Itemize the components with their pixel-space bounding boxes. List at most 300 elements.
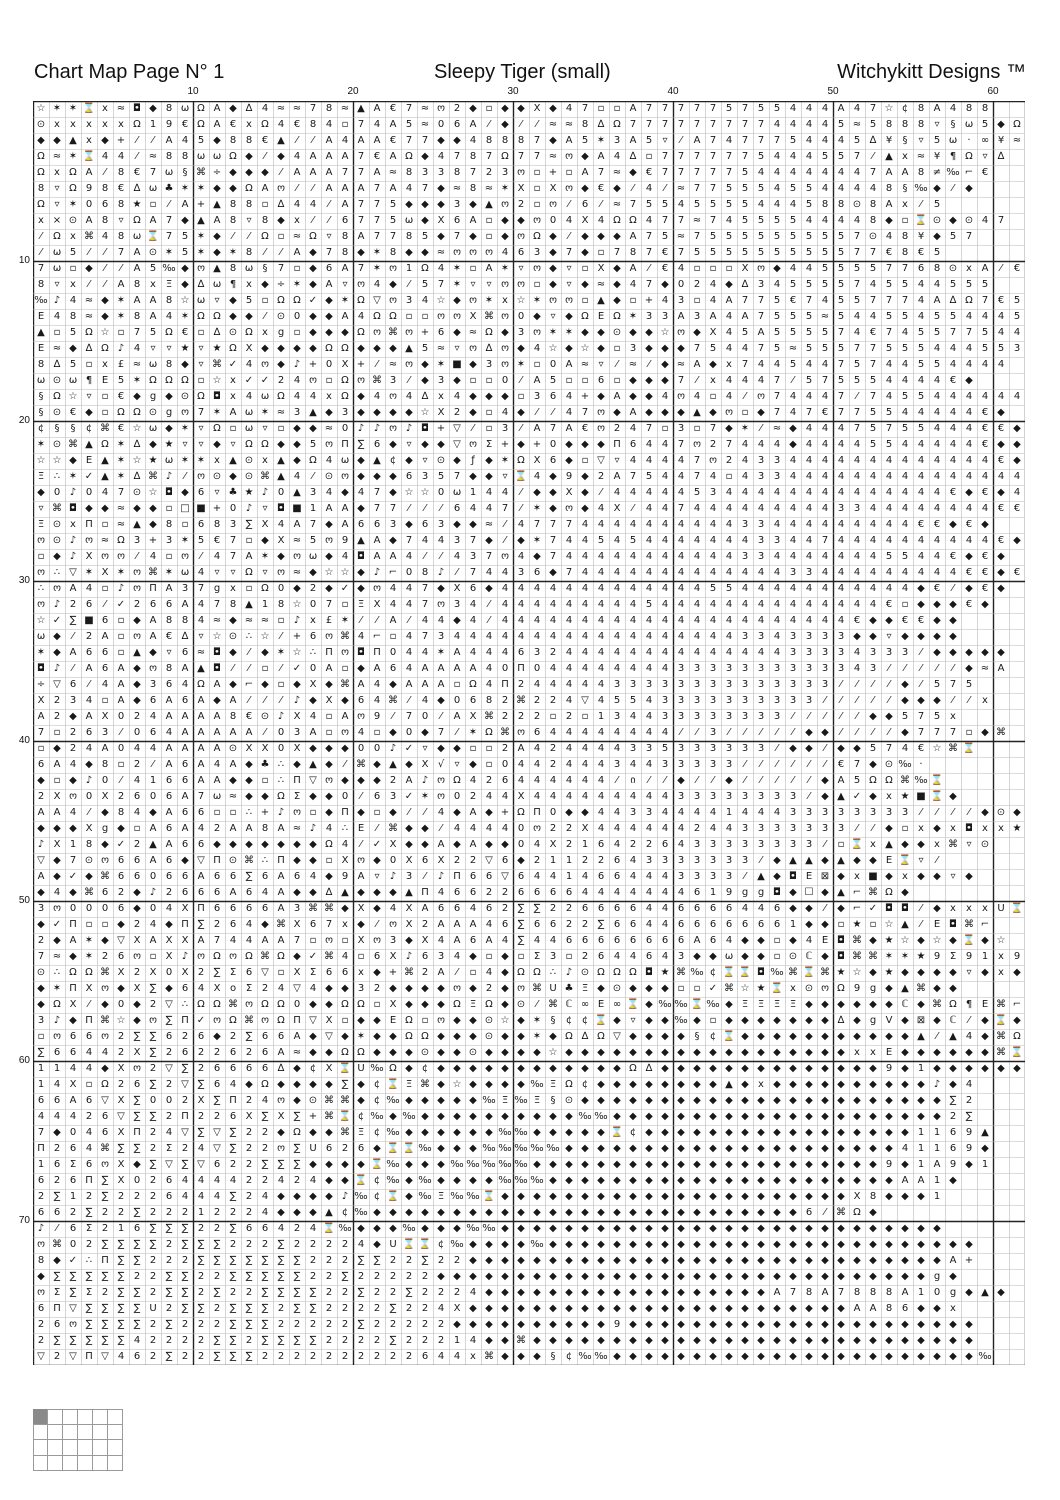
chart-symbol: 7 (689, 117, 705, 133)
chart-symbol: ▲ (193, 213, 209, 229)
chart-symbol: 2 (593, 469, 609, 485)
chart-symbol: ‰ (417, 1173, 433, 1189)
chart-symbol: 2 (225, 1157, 241, 1173)
chart-symbol: ✶ (113, 469, 129, 485)
chart-symbol: ◆ (625, 1333, 641, 1349)
chart-symbol: 5 (945, 229, 961, 245)
chart-symbol: 5 (689, 197, 705, 213)
chart-symbol: 4 (529, 341, 545, 357)
chart-symbol: A (449, 933, 465, 949)
chart-symbol: ▫ (369, 725, 385, 741)
chart-symbol: A (353, 181, 369, 197)
chart-symbol: ⌛ (1009, 1045, 1025, 1061)
chart-symbol: ▿ (257, 501, 273, 517)
chart-symbol: X (193, 1093, 209, 1109)
chart-symbol: € (817, 405, 833, 421)
chart-symbol: ⁄ (529, 117, 545, 133)
chart-symbol: ⊙ (257, 709, 273, 725)
chart-symbol: ◆ (1009, 965, 1025, 981)
chart-symbol: ◆ (353, 1013, 369, 1029)
chart-symbol: 4 (305, 981, 321, 997)
chart-symbol: 4 (529, 869, 545, 885)
chart-symbol: ◆ (209, 133, 225, 149)
chart-symbol: ◆ (577, 325, 593, 341)
chart-symbol: 9 (609, 1317, 625, 1333)
chart-symbol: 1 (913, 1061, 929, 1077)
chart-symbol: 3 (465, 549, 481, 565)
chart-symbol: 8 (241, 197, 257, 213)
chart-symbol: 7 (753, 309, 769, 325)
chart-symbol: ▿ (561, 277, 577, 293)
chart-symbol: ‰ (593, 1109, 609, 1125)
chart-symbol: 4 (257, 1093, 273, 1109)
chart-symbol: ⁄ (913, 197, 929, 213)
chart-symbol: ◆ (897, 1237, 913, 1253)
chart-symbol: ∆ (993, 149, 1009, 165)
chart-symbol: ◆ (401, 837, 417, 853)
chart-symbol: ∑ (193, 1125, 209, 1141)
chart-symbol: ◆ (81, 261, 97, 277)
chart-symbol: ▿ (929, 117, 945, 133)
chart-symbol: 2 (545, 901, 561, 917)
chart-symbol: Ⅴ (881, 1013, 897, 1029)
chart-symbol: 2 (545, 693, 561, 709)
chart-symbol: ◆ (225, 101, 241, 117)
chart-symbol: ‰ (465, 1157, 481, 1173)
chart-symbol: 0 (417, 709, 433, 725)
chart-symbol: ◆ (897, 965, 913, 981)
chart-symbol: ⊙ (785, 949, 801, 965)
chart-symbol: ■ (913, 789, 929, 805)
chart-symbol: ◆ (817, 725, 833, 741)
chart-symbol: ‰ (353, 1205, 369, 1221)
chart-symbol: ◆ (865, 1093, 881, 1109)
chart-symbol: 2 (337, 1285, 353, 1301)
chart-symbol: 5 (961, 677, 977, 693)
chart-symbol: ▿ (257, 421, 273, 437)
chart-symbol: x (353, 965, 369, 981)
chart-symbol: 7 (865, 165, 881, 181)
chart-symbol: 2 (161, 1237, 177, 1253)
chart-symbol: ▲ (145, 837, 161, 853)
chart-symbol: ◆ (449, 837, 465, 853)
chart-symbol: ⁄ (241, 229, 257, 245)
chart-symbol: ◆ (513, 1221, 529, 1237)
chart-symbol: ▫ (97, 581, 113, 597)
chart-symbol: 3 (145, 677, 161, 693)
chart-symbol: ⊙ (273, 309, 289, 325)
chart-symbol: ◆ (433, 133, 449, 149)
row-number: 60 (12, 1056, 30, 1066)
chart-symbol: ☆ (881, 917, 897, 933)
chart-symbol: 5 (833, 117, 849, 133)
chart-symbol: ∑ (273, 1333, 289, 1349)
chart-symbol: 4 (705, 469, 721, 485)
chart-symbol: 7 (161, 213, 177, 229)
chart-symbol: A (449, 917, 465, 933)
chart-symbol: ♪ (385, 741, 401, 757)
chart-symbol: ▫ (529, 197, 545, 213)
chart-symbol: 2 (129, 757, 145, 773)
chart-symbol: 4 (641, 645, 657, 661)
chart-symbol: ◆ (913, 997, 929, 1013)
chart-symbol: 4 (193, 981, 209, 997)
chart-symbol: 3 (673, 661, 689, 677)
chart-symbol: Ε (929, 917, 945, 933)
chart-symbol: ▫ (97, 389, 113, 405)
chart-symbol: ⌛ (721, 1029, 737, 1045)
chart-symbol: 2 (129, 709, 145, 725)
chart-symbol: 4 (785, 517, 801, 533)
chart-symbol: 4 (1009, 325, 1025, 341)
chart-symbol: 4 (833, 165, 849, 181)
chart-symbol: ☆ (497, 1013, 513, 1029)
chart-symbol: ⌘ (321, 1109, 337, 1125)
chart-symbol: ⊙ (881, 757, 897, 773)
chart-symbol: ⊙ (305, 1093, 321, 1109)
chart-symbol: 5 (913, 325, 929, 341)
chart-symbol: X (321, 1061, 337, 1077)
chart-symbol: ◆ (481, 1333, 497, 1349)
chart-symbol: 5 (977, 325, 993, 341)
chart-symbol: 7 (865, 341, 881, 357)
chart-symbol: ◆ (897, 1013, 913, 1029)
chart-symbol: 6 (129, 1349, 145, 1365)
chart-symbol: ▽ (305, 1013, 321, 1029)
chart-symbol: ◆ (817, 1301, 833, 1317)
chart-symbol: 7 (481, 149, 497, 165)
chart-symbol: 5 (113, 373, 129, 389)
chart-symbol: 6 (225, 1061, 241, 1077)
chart-symbol: Ξ (353, 1125, 369, 1141)
chart-symbol: ◆ (881, 1029, 897, 1045)
chart-symbol: x (929, 837, 945, 853)
chart-symbol: ◆ (849, 853, 865, 869)
chart-symbol: ▫ (145, 949, 161, 965)
chart-symbol: ◆ (737, 1237, 753, 1253)
chart-symbol: ⌘ (209, 357, 225, 373)
chart-symbol: ◆ (449, 293, 465, 309)
chart-symbol: ✶ (225, 245, 241, 261)
chart-symbol: ო (49, 1029, 65, 1045)
chart-symbol: ∑ (177, 1061, 193, 1077)
chart-symbol: ◆ (769, 1205, 785, 1221)
chart-symbol: ◆ (449, 1205, 465, 1221)
chart-symbol: ◆ (545, 469, 561, 485)
chart-symbol: ◆ (641, 389, 657, 405)
chart-symbol: x (497, 293, 513, 309)
chart-symbol: ⁄ (689, 773, 705, 789)
chart-symbol: ▫ (273, 965, 289, 981)
chart-symbol: 6 (673, 901, 689, 917)
chart-symbol: U (353, 1061, 369, 1077)
chart-symbol: 7 (417, 597, 433, 613)
chart-symbol: ⁄ (97, 165, 113, 181)
chart-symbol: 4 (657, 901, 673, 917)
chart-symbol: ◆ (849, 1109, 865, 1125)
chart-symbol: ◆ (353, 661, 369, 677)
chart-symbol: ◆ (785, 1157, 801, 1173)
chart-symbol: ო (529, 213, 545, 229)
chart-symbol: x (753, 1077, 769, 1093)
chart-symbol: ⁄ (561, 197, 577, 213)
chart-symbol: ◆ (577, 1333, 593, 1349)
chart-symbol: ◆ (385, 341, 401, 357)
chart-symbol: 7 (769, 405, 785, 421)
chart-symbol: 7 (465, 533, 481, 549)
chart-symbol: 4 (657, 581, 673, 597)
chart-symbol: ▽ (113, 1109, 129, 1125)
chart-symbol: 7 (721, 165, 737, 181)
chart-symbol: 2 (337, 1317, 353, 1333)
chart-symbol: 3 (817, 805, 833, 821)
chart-symbol: 7 (561, 565, 577, 581)
chart-symbol: ◆ (897, 693, 913, 709)
chart-symbol: 3 (737, 741, 753, 757)
chart-symbol: ✓ (289, 661, 305, 677)
chart-symbol: ∆ (625, 149, 641, 165)
chart-symbol: 4 (833, 437, 849, 453)
chart-symbol: 4 (673, 261, 689, 277)
chart-symbol: ‰ (497, 1125, 513, 1141)
chart-symbol: 4 (849, 101, 865, 117)
chart-symbol: 6 (49, 1317, 65, 1333)
chart-symbol: ⌐ (849, 885, 865, 901)
chart-symbol: A (209, 101, 225, 117)
chart-symbol: 6 (193, 485, 209, 501)
chart-symbol: A (193, 933, 209, 949)
chart-symbol: 8 (161, 517, 177, 533)
chart-symbol: 2 (225, 1237, 241, 1253)
chart-symbol: ◆ (97, 837, 113, 853)
chart-symbol: ◆ (865, 1173, 881, 1189)
chart-symbol: ⁄ (369, 613, 385, 629)
chart-symbol: ■ (81, 613, 97, 629)
chart-symbol: ◆ (465, 1125, 481, 1141)
chart-symbol: ∑ (241, 1269, 257, 1285)
chart-symbol: ≈ (113, 501, 129, 517)
chart-symbol: ◆ (81, 405, 97, 421)
chart-symbol: 4 (769, 117, 785, 133)
chart-symbol: ⌐ (385, 565, 401, 581)
chart-symbol: 4 (849, 485, 865, 501)
chart-symbol: 2 (385, 1269, 401, 1285)
chart-symbol: ◆ (801, 1237, 817, 1253)
chart-symbol: 6 (401, 469, 417, 485)
chart-symbol: 3 (545, 949, 561, 965)
chart-symbol: 5 (833, 245, 849, 261)
chart-symbol: 5 (929, 197, 945, 213)
chart-symbol: ◆ (721, 1141, 737, 1157)
chart-symbol: 6 (449, 885, 465, 901)
chart-symbol: A (289, 517, 305, 533)
chart-symbol: ◆ (465, 1141, 481, 1157)
chart-symbol: 6 (193, 837, 209, 853)
chart-symbol: ◆ (625, 1221, 641, 1237)
chart-symbol: ⊙ (33, 117, 49, 133)
chart-symbol: 4 (913, 277, 929, 293)
chart-symbol: ◆ (321, 869, 337, 885)
chart-symbol: 7 (561, 245, 577, 261)
chart-symbol: 3 (609, 709, 625, 725)
chart-symbol: 4 (513, 517, 529, 533)
chart-symbol: 5 (417, 229, 433, 245)
chart-symbol: x (225, 373, 241, 389)
chart-symbol: ⌛ (513, 469, 529, 485)
chart-symbol: ◆ (593, 1317, 609, 1333)
chart-symbol: 2 (481, 773, 497, 789)
chart-symbol: Ξ (33, 469, 49, 485)
chart-symbol: Ω (609, 213, 625, 229)
chart-symbol: ▽ (321, 1029, 337, 1045)
chart-symbol: ∑ (353, 437, 369, 453)
chart-symbol: 2 (113, 1077, 129, 1093)
chart-symbol: 5 (849, 293, 865, 309)
chart-symbol: ♪ (561, 965, 577, 981)
column-number: 50 (827, 87, 838, 97)
chart-symbol: ◆ (177, 213, 193, 229)
chart-symbol: ◆ (705, 1173, 721, 1189)
chart-symbol: ▽ (193, 1157, 209, 1173)
chart-symbol: 3 (801, 693, 817, 709)
chart-symbol: ◆ (737, 1253, 753, 1269)
chart-symbol: x (945, 709, 961, 725)
chart-symbol: 4 (529, 469, 545, 485)
chart-symbol: 4 (737, 645, 753, 661)
chart-symbol: ◆ (449, 1109, 465, 1125)
chart-symbol: ⌛ (737, 965, 753, 981)
chart-symbol: 0 (81, 901, 97, 917)
chart-symbol: ◆ (369, 853, 385, 869)
chart-symbol: ◆ (369, 773, 385, 789)
chart-symbol: A (673, 309, 689, 325)
chart-symbol: ◆ (289, 437, 305, 453)
chart-symbol: 8 (113, 229, 129, 245)
chart-symbol: ◆ (929, 901, 945, 917)
chart-symbol: 6 (609, 869, 625, 885)
chart-symbol: 4 (849, 309, 865, 325)
chart-symbol: ▫ (257, 661, 273, 677)
chart-symbol: ⊙ (225, 853, 241, 869)
chart-symbol: Ω (129, 405, 145, 421)
chart-symbol: 8 (129, 309, 145, 325)
chart-symbol: ⌛ (801, 965, 817, 981)
chart-symbol: 1 (913, 1141, 929, 1157)
chart-symbol: ▫ (49, 725, 65, 741)
chart-symbol: ∑ (193, 917, 209, 933)
chart-symbol: ≈ (145, 149, 161, 165)
chart-symbol: 4 (945, 501, 961, 517)
chart-symbol: ≈ (289, 821, 305, 837)
chart-symbol: 3 (753, 517, 769, 533)
chart-symbol: ¢ (369, 1077, 385, 1093)
chart-symbol: 4 (481, 821, 497, 837)
chart-symbol: A (817, 1285, 833, 1301)
chart-symbol: 4 (977, 501, 993, 517)
chart-symbol: ✶ (161, 565, 177, 581)
chart-symbol: X (113, 1125, 129, 1141)
chart-symbol: 2 (465, 853, 481, 869)
chart-symbol: ▫ (113, 613, 129, 629)
chart-symbol: € (113, 421, 129, 437)
chart-symbol: ⌘ (81, 229, 97, 245)
chart-symbol: 4 (625, 645, 641, 661)
row-number: 30 (12, 576, 30, 586)
chart-symbol: 6 (257, 1029, 273, 1045)
chart-symbol: 4 (753, 565, 769, 581)
chart-symbol: ∞ (977, 133, 993, 149)
chart-symbol: 6 (209, 1061, 225, 1077)
chart-symbol: A (369, 533, 385, 549)
chart-symbol: Ω (241, 325, 257, 341)
chart-symbol: ◆ (593, 1173, 609, 1189)
chart-symbol: 2 (321, 1237, 337, 1253)
chart-symbol: 4 (721, 549, 737, 565)
chart-symbol: 4 (817, 357, 833, 373)
chart-symbol: ∆ (273, 197, 289, 213)
chart-symbol: ⌛ (593, 1013, 609, 1029)
chart-symbol: ▫ (33, 1029, 49, 1045)
chart-symbol: 0 (321, 357, 337, 373)
chart-symbol: 3 (817, 821, 833, 837)
chart-symbol: ⊙ (177, 389, 193, 405)
chart-symbol: ⁄ (273, 629, 289, 645)
chart-symbol: 4 (129, 341, 145, 357)
chart-symbol: ▫ (321, 853, 337, 869)
chart-symbol: ◆ (609, 1205, 625, 1221)
chart-symbol: 5 (65, 357, 81, 373)
chart-symbol: ◆ (961, 661, 977, 677)
chart-symbol: ◆ (465, 1205, 481, 1221)
chart-symbol: ◆ (449, 613, 465, 629)
chart-symbol: 6 (433, 325, 449, 341)
chart-symbol: A (273, 821, 289, 837)
chart-symbol: 4 (817, 293, 833, 309)
chart-symbol: ⌘ (481, 709, 497, 725)
chart-symbol: 5 (753, 229, 769, 245)
chart-symbol: ◆ (545, 1109, 561, 1125)
chart-symbol: 6 (897, 1301, 913, 1317)
chart-symbol: Π (609, 437, 625, 453)
chart-symbol: 1 (929, 1141, 945, 1157)
chart-symbol: ⁄ (305, 133, 321, 149)
chart-symbol: ⌛ (609, 1125, 625, 1141)
chart-symbol: 5 (769, 325, 785, 341)
chart-symbol: A (145, 309, 161, 325)
chart-symbol: ◆ (305, 837, 321, 853)
chart-symbol: 2 (241, 1189, 257, 1205)
chart-symbol: Ω (273, 949, 289, 965)
chart-symbol: 4 (97, 1045, 113, 1061)
chart-symbol: ∑ (65, 1285, 81, 1301)
chart-symbol: ▫ (481, 213, 497, 229)
chart-symbol: ∑ (337, 1269, 353, 1285)
chart-symbol: 3 (689, 757, 705, 773)
chart-symbol: ♪ (305, 821, 321, 837)
chart-symbol: ∑ (209, 1333, 225, 1349)
chart-symbol: ◆ (641, 1269, 657, 1285)
chart-symbol: 9 (161, 117, 177, 133)
chart-symbol: ‰ (577, 1349, 593, 1365)
chart-symbol: ◆ (753, 1301, 769, 1317)
chart-symbol: ▿ (225, 565, 241, 581)
chart-symbol: 4 (401, 549, 417, 565)
chart-symbol: 4 (305, 709, 321, 725)
chart-symbol: ⁄ (417, 869, 433, 885)
chart-symbol: ◆ (273, 437, 289, 453)
chart-symbol: 4 (833, 421, 849, 437)
chart-symbol: ¢ (561, 1013, 577, 1029)
